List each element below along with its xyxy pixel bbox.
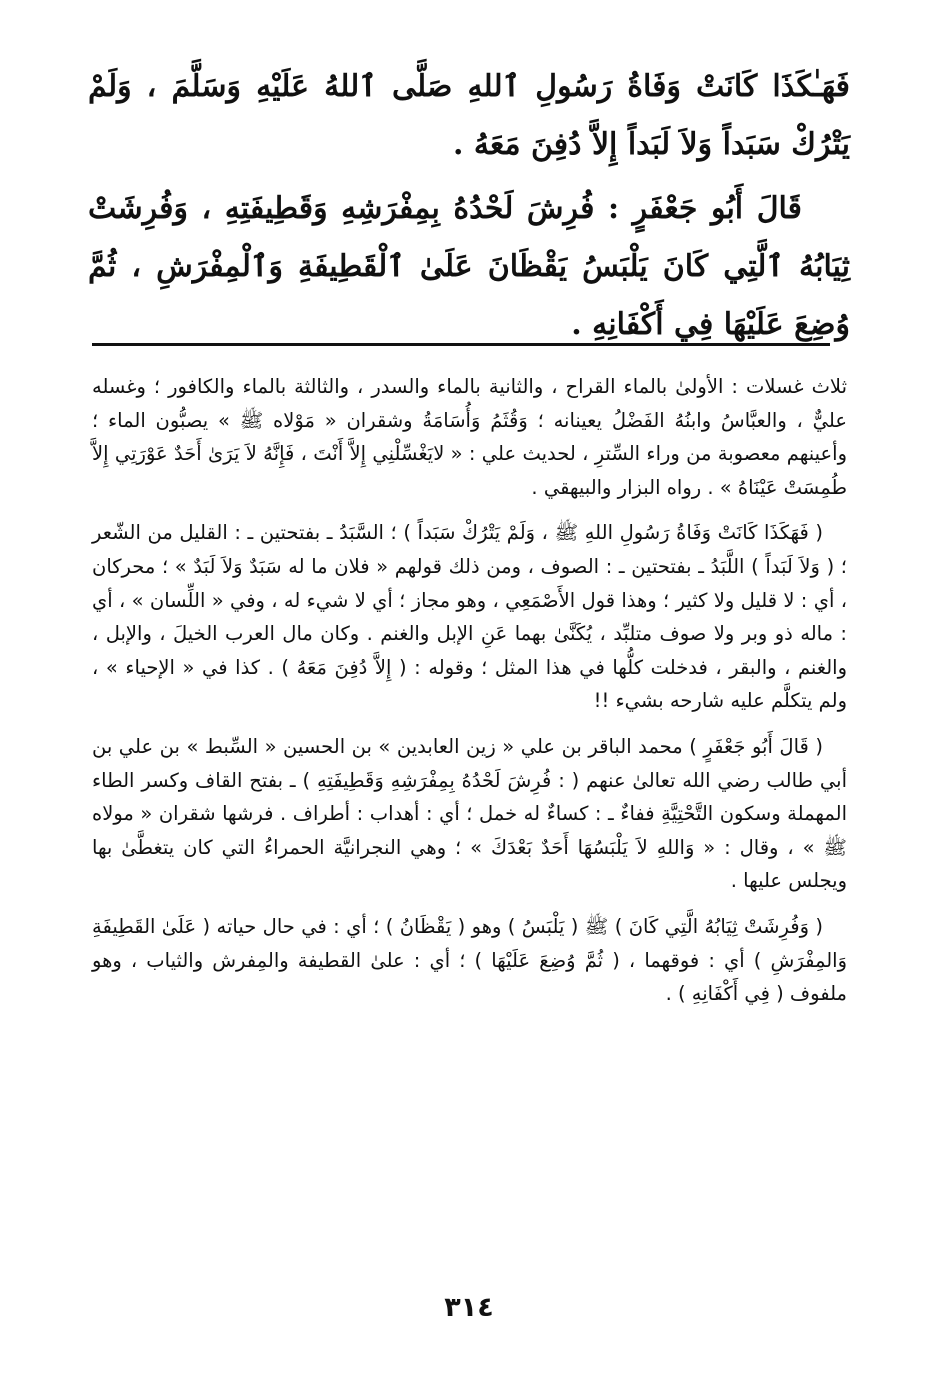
page-number: ٣١٤ — [444, 1292, 494, 1323]
commentary-paragraph: ثلاث غسلات : الأولىٰ بالماء القراح ، والثانية بالماء والسدر ، والثالثة بالماء والكافور ؛ وغسله عليٌّ ، والعبَّاسُ وابنُهُ الفَضْلُ يعينانه ؛ وَقُثَمُ وَأُسَامَةُ وشقران « مَوْلاه ﷺ » يصبُّون الماء ؛ وأعينهم معصوبة من وراء السِّترِ ، لحديث علي : « لايَغْسِّلْنِي إِلاَّ أَنْتَ ، فَإِنَّهُ لاَ يَرَىٰ أَحَدٌ عَوْرَتِي إِلاَّ طُمِسَتْ عَيْنَاهُ » . رواه البزار والبيهقي . — [92, 375, 847, 499]
commentary-paragraph: ( وَفُرِشَتْ ثِيَابُهُ الَّتِي كَانَ ) ﷺ ( يَلْبَسُ ) وهو ( يَقْظَانُ ) ؛ أي : في حال حياته ( عَلَىٰ القَطِيفَةِ وَالمِفْرَشِ ) أي : فوقهما ، ( ثُمَّ وُضِعَ عَلَيْهَا ) ؛ أي : علىٰ القطيفة والمِفرش والثياب ، وهو ملفوف ( فِي أَكْفَانِهِ ) . — [92, 914, 847, 1006]
main-paragraph: فَهَـٰكَذَا كَانَتْ وَفَاةُ رَسُولِ ٱللهِ صَلَّى ٱللهُ عَلَيْهِ وَسَلَّمَ ، وَلَمْ يَتْرُكْ سَبَداً وَلاَ لَبَداً إِلاَّ دُفِنَ مَعَهُ . — [88, 69, 850, 162]
commentary-paragraph: ( قَالَ أَبُو جَعْفَرٍ ) محمد الباقر بن علي « زين العابدين » بن الحسين « السِّبط » بن علي بن أبي طالب رضي الله تعالىٰ عنهم ( : فُرِشَ لَحْدُهُ بِمِفْرَشِهِ وَقَطِيفَتِهِ ) ـ بفتح القاف وكسر الطاء المهملة وسكون التَّحْتِيَّةِ ففاءٌ ـ : كساءٌ له خمل ؛ أي : أهداب : أطراف . فرشها شقران « مولاه ﷺ » ، وقال : « وَاللهِ لاَ يَلْبَسُهَا أَحَدٌ بَعْدَكَ » ؛ وهي النجرانيَّة الحمراءُ التي كان يتغطَّىٰ بها ويجلس عليها . — [92, 734, 847, 893]
main-paragraph: قَالَ أَبُو جَعْفَرٍ : فُرِشَ لَحْدُهُ بِمِفْرَشِهِ وَقَطِيفَتِهِ ، وَفُرِشَتْ ثِيَابُهُ ٱلَّتِي كَانَ يَلْبَسُ يَقْظَانَ عَلَىٰ ٱلْقَطِيفَةِ وَٱلْمِفْرَشِ ، ثُمَّ وُضِعَ عَلَيْهَا فِي أَكْفَانِهِ . — [88, 191, 850, 342]
commentary-block — [92, 370, 847, 1023]
main-text-block — [88, 58, 850, 360]
commentary-paragraph: ( فَهَكَذَا كَانَتْ وَفَاةُ رَسُولِ اللهِ ﷺ ، وَلَمْ يَتْرُكْ سَبَداً ) ؛ السَّبَدُ ـ بفتحتين ـ : القليل من الشّعر ؛ ( وَلاَ لَبَداً ) اللَّبَدُ ـ بفتحتين ـ : الصوف ، ومن ذلك قولهم « فلان ما له سَبَدٌ وَلاَ لَبَدٌ » ؛ محركان ، أي : لا قليل ولا كثير ؛ وهذا قول الأَصْمَعِي ، وهو مجاز ؛ أي لا شيء له ، وفي « اللِّسان » ، أي : ماله ذو وبر ولا صوف متلبِّد ، يُكَنَّىٰ بهما عَنِ الإبل والغنم . وكان مال العرب الخيلَ ، والإبل ، والغنم ، والبقر ، فدخلت كلُّها في هذا المثل ؛ وقوله : ( إِلاَّ دُفِنَ مَعَهُ ) . كذا في « الإحياء » ، ولم يتكلَّم عليه شارحه بشيء !! — [92, 521, 847, 713]
footnote-separator — [92, 343, 830, 346]
